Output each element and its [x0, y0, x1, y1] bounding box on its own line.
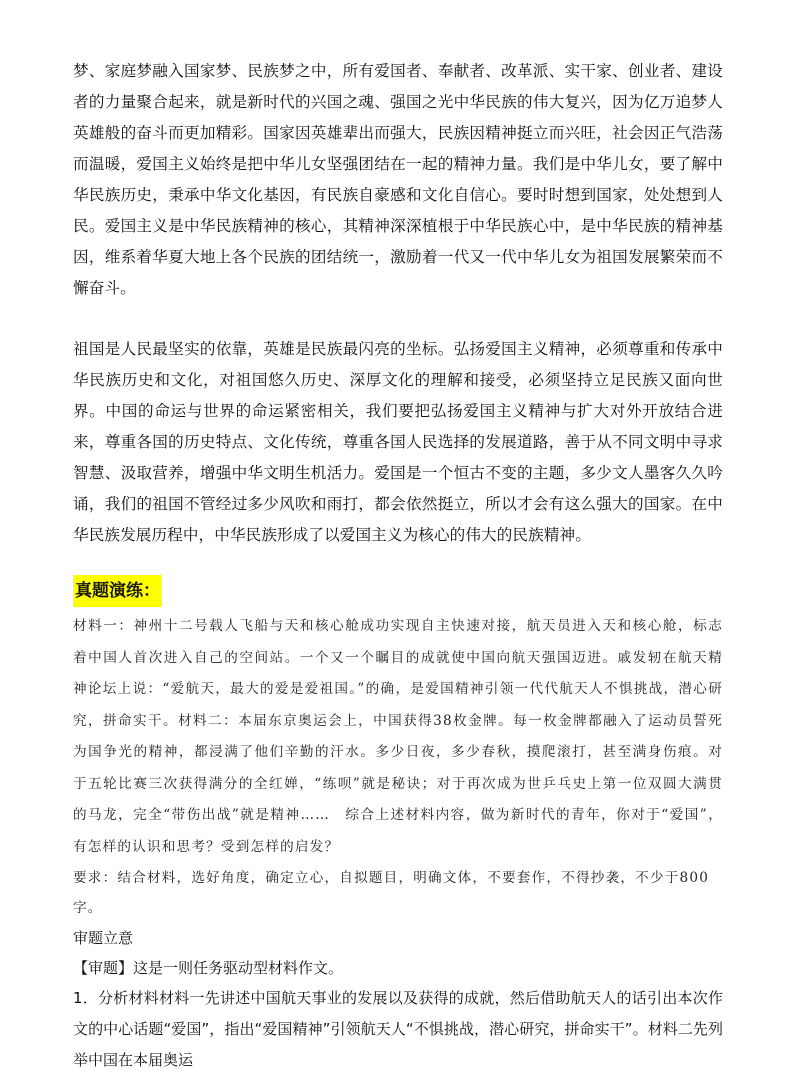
document-page	[73, 56, 723, 1076]
review-subheading: 审题立意	[73, 929, 134, 947]
analysis-paragraph: 1．分析材料材料一先讲述中国航天事业的发展以及获得的成就，然后借助航天人的话引出本次作文的中心话题“爱国”，指出“爱国精神”引领航天人“不惧挑战，潜心研究，拼命实干”。材料二先列举中国在本届奥运	[73, 989, 723, 1069]
essay-paragraph-1: 梦、家庭梦融入国家梦、民族梦之中，所有爱国者、奉献者、改革派、实干家、创业者、建设者的力量聚合起来，就是新时代的兴国之魂、强国之光中华民族的伟大复兴，因为亿万追梦人英雄般的奋斗而更加精彩。国家因英雄辈出而强大，民族因精神挺立而兴旺，社会因正气浩荡而温暖，爱国主义始终是把中华儿女坚强团结在一起的精神力量。我们是中华儿女，要了解中华民族历史，秉承中华文化基因，有民族自豪感和文化自信心。要时时想到国家，处处想到人民。爱国主义是中华民族精神的核心，其精神深深植根于中华民族心中，是中华民族的精神基因，维系着华夏大地上各个民族的团结统一，激励着一代又一代中华儿女为祖国发展繁荣而不懈奋斗。	[73, 62, 723, 297]
review-statement: 【审题】这是一则任务驱动型材料作文。	[73, 959, 344, 977]
exercise-requirement: 要求：结合材料，选好角度，确定立心，自拟题目，明确文体，不要套作，不得抄袭，不少于800字。	[73, 870, 710, 916]
exercise-material: 材料一：神州十二号载人飞船与天和核心舱成功实现自主快速对接，航天员进入天和核心舱，标志着中国人首次进入自己的空间站。一个又一个瞩目的成就使中国向航天强国迈进。戚发轫在航天精神论坛上说：“爱航天，最大的爱是爱祖国。”的确，是爱国精神引领一代代航天人不惧挑战，潜心研究，拼命实干。材料二：本届东京奥运会上，中国获得38枚金牌。每一枚金牌都融入了运动员誓死为国争光的精神，都浸满了他们辛勤的汗水。多少日夜，多少春秋，摸爬滚打，甚至满身伤痕。对于五轮比赛三次获得满分的全红婵，“练呗”就是秘诀；对于再次成为世乒乓史上第一位双圆大满贯的马龙，完全“带伤出战”就是精神…… 综合上述材料内容，做为新时代的青年，你对于“爱国”，有怎样的认识和思考？受到怎样的启发？	[73, 618, 723, 855]
essay-paragraph-2: 祖国是人民最坚实的依靠，英雄是民族最闪亮的坐标。弘扬爱国主义精神，必须尊重和传承中华民族历史和文化，对祖国悠久历史、深厚文化的理解和接受，必须坚持立足民族又面向世界。中国的命运与世界的命运紧密相关，我们要把弘扬爱国主义精神与扩大对外开放结合进来，尊重各国的历史特点、文化传统，尊重各国人民选择的发展道路，善于从不同文明中寻求智慧、汲取营养，增强中华文明生机活力。爱国是一个恒古不变的主题，多少文人墨客久久吟诵，我们的祖国不管经过多少风吹和雨打，都会依然挺立，所以才会有这么强大的国家。在中华民族发展历程中，中华民族形成了以爱国主义为核心的伟大的民族精神。	[73, 340, 723, 544]
exercise-heading: 真题演练：	[73, 575, 162, 607]
